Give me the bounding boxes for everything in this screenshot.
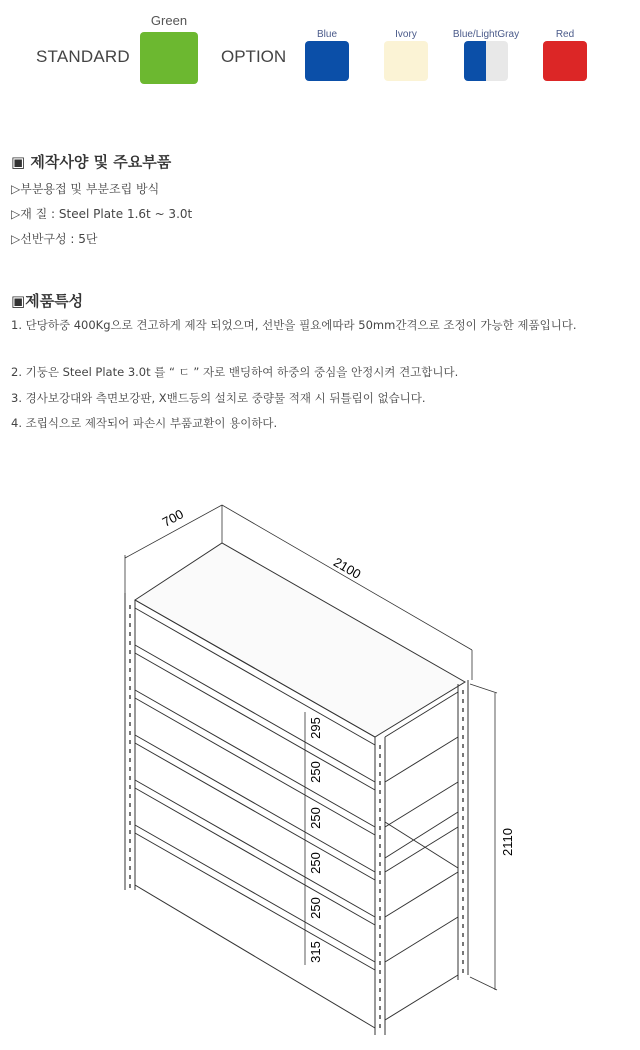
shelf-side-edge [385, 827, 458, 872]
post-hole [129, 650, 131, 654]
post-hole [129, 641, 131, 645]
feature-item: 2. 기둥은 Steel Plate 3.0t 를 “ ㄷ ” 자로 밴딩하여 하중의 중심을 안정시켜 견고합니다. [11, 365, 459, 379]
post-hole [129, 614, 131, 618]
shelf-front-edge [135, 780, 375, 917]
post-hole [379, 988, 381, 992]
option-color-swatch-red [543, 41, 587, 81]
option-color-name: Ivory [395, 29, 417, 40]
post-hole [379, 934, 381, 938]
shelf-front-edge [135, 833, 375, 970]
post-hole [379, 880, 381, 884]
post-hole [129, 722, 131, 726]
post-hole [379, 898, 381, 902]
post-hole [462, 816, 464, 820]
post-hole [379, 1006, 381, 1010]
post-hole [462, 888, 464, 892]
option-color-name: Red [555, 29, 575, 40]
post-hole [462, 825, 464, 829]
post-hole [462, 762, 464, 766]
dimension-height: 2110 [500, 828, 515, 856]
post-hole [129, 830, 131, 834]
post-hole [379, 997, 381, 1001]
post-hole [462, 906, 464, 910]
shelf-spacing-label: 250 [308, 852, 323, 874]
shelf-front-edge [135, 735, 375, 872]
post-hole [129, 731, 131, 735]
post-hole [462, 897, 464, 901]
post-hole [129, 785, 131, 789]
post-hole [379, 853, 381, 857]
post-hole [129, 758, 131, 762]
post-hole [129, 857, 131, 861]
post-hole [379, 1024, 381, 1028]
post-hole [379, 916, 381, 920]
post-hole [379, 808, 381, 812]
post-hole [462, 780, 464, 784]
post-hole [379, 979, 381, 983]
post-hole [462, 924, 464, 928]
post-hole [462, 861, 464, 865]
shelf-drawing [0, 480, 640, 1050]
features-title: ▣제품특성 [11, 292, 84, 310]
post-hole [379, 889, 381, 893]
post-hole [379, 862, 381, 866]
option-color-swatch-blue-lightgray [464, 41, 508, 81]
post-hole [129, 794, 131, 798]
shelf-front-edge [135, 698, 375, 835]
post-hole [462, 960, 464, 964]
post-hole [129, 740, 131, 744]
post-hole [379, 970, 381, 974]
post-hole [462, 807, 464, 811]
post-hole [129, 677, 131, 681]
shelf-side-edge [385, 782, 458, 827]
shelf-spacing-label: 250 [308, 761, 323, 783]
post-hole [379, 772, 381, 776]
post-hole [462, 942, 464, 946]
post-hole [462, 870, 464, 874]
feature-item: 1. 단당하중 400Kg으로 견고하게 제작 되었으며, 선반을 필요에따라 50mm간격으로 조정이 가능한 제품입니다. [11, 318, 577, 332]
post-hole [379, 961, 381, 965]
option-color-swatch-blue [305, 41, 349, 81]
shelf-spacing-label: 250 [308, 807, 323, 829]
post-hole [462, 753, 464, 757]
post-hole [379, 826, 381, 830]
post-hole [462, 969, 464, 973]
post-hole [462, 744, 464, 748]
post-hole [129, 713, 131, 717]
post-hole [129, 803, 131, 807]
post-hole [379, 952, 381, 956]
post-hole [129, 875, 131, 879]
post-hole [462, 879, 464, 883]
post-hole [379, 763, 381, 767]
spec-title: ▣ 제작사양 및 주요부품 [11, 153, 172, 171]
post-hole [129, 749, 131, 753]
post-hole [379, 817, 381, 821]
post-hole [462, 699, 464, 703]
standard-color-swatch [140, 32, 198, 84]
post-hole [462, 843, 464, 847]
post-hole [129, 695, 131, 699]
post-hole [129, 839, 131, 843]
post-hole [462, 726, 464, 730]
post-hole [379, 835, 381, 839]
post-hole [462, 852, 464, 856]
dimension-depth: 700 [159, 506, 186, 530]
post-hole [129, 776, 131, 780]
post-hole [462, 771, 464, 775]
post-hole [129, 659, 131, 663]
post-hole [129, 812, 131, 816]
post-hole [462, 834, 464, 838]
post-hole [379, 781, 381, 785]
post-hole [129, 704, 131, 708]
post-hole [462, 789, 464, 793]
post-hole [129, 866, 131, 870]
shelf-side-edge [385, 917, 458, 962]
post-hole [462, 690, 464, 694]
dimension-width: 2100 [330, 554, 364, 582]
post-hole [129, 767, 131, 771]
post-hole [379, 799, 381, 803]
spec-line: ▷부분용접 및 부분조립 방식 [11, 182, 160, 196]
standard-label: STANDARD [36, 47, 130, 66]
post-hole [379, 925, 381, 929]
shelf-spacing-label: 295 [308, 717, 323, 739]
standard-color-name: Green [150, 13, 188, 28]
post-hole [462, 933, 464, 937]
shelf-side-edge [385, 872, 458, 917]
post-hole [462, 735, 464, 739]
post-hole [462, 915, 464, 919]
shelf-front-edge [135, 743, 375, 880]
post-hole [379, 754, 381, 758]
post-hole [379, 790, 381, 794]
post-hole [379, 745, 381, 749]
post-hole [462, 717, 464, 721]
post-hole [129, 848, 131, 852]
post-hole [379, 844, 381, 848]
spec-line: ▷재 질 : Steel Plate 1.6t ~ 3.0t [11, 207, 193, 221]
option-label: OPTION [221, 47, 287, 66]
post-hole [129, 821, 131, 825]
spec-line: ▷선반구성 : 5단 [11, 232, 98, 246]
post-hole [129, 884, 131, 888]
post-hole [379, 871, 381, 875]
post-hole [462, 951, 464, 955]
option-color-name: Blue/LightGray [452, 29, 520, 40]
shelf-spacing-label: 250 [308, 897, 323, 919]
feature-item: 3. 경사보강대와 측면보강판, X밴드등의 설치로 중량물 적재 시 뒤틀림이 없습니다. [11, 391, 426, 405]
post-hole [379, 907, 381, 911]
post-hole [379, 1015, 381, 1019]
post-hole [129, 668, 131, 672]
post-hole [129, 605, 131, 609]
post-hole [129, 623, 131, 627]
option-color-name: Blue [316, 29, 337, 40]
shelf-front-edge [135, 825, 375, 962]
post-hole [129, 686, 131, 690]
shelf-spacing-label: 315 [308, 941, 323, 963]
feature-item: 4. 조립식으로 제작되어 파손시 부품교환이 용이하다. [11, 416, 278, 430]
shelf-front-edge [135, 788, 375, 925]
shelf-side-edge [385, 737, 458, 782]
post-hole [129, 632, 131, 636]
post-hole [379, 943, 381, 947]
post-hole [462, 798, 464, 802]
post-hole [462, 708, 464, 712]
option-color-swatch-ivory [384, 41, 428, 81]
